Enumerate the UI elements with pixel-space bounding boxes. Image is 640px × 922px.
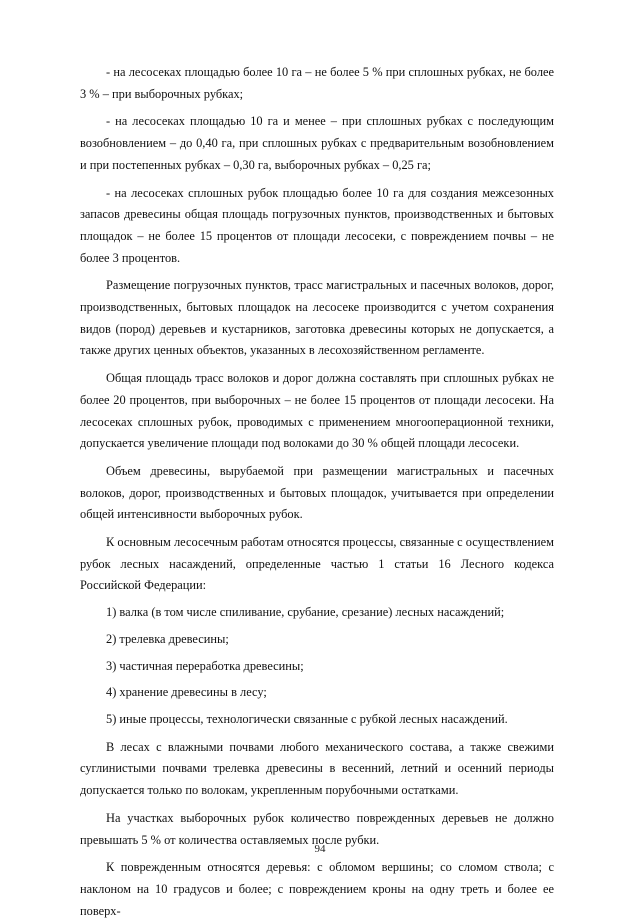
paragraph-logging-10ha-or-less: - на лесосеках площадью 10 га и менее – при сплошных рубках с последующим возобновлением – до 0,40 га, при сплошных рубках с предварительным возобновлением и при постепенных рубках – 0,30 га, выборочных рубках – 0,25 га;: [80, 114, 554, 172]
list-item-felling: 1) валка (в том числе спиливание, срубание, срезание) лесных насаждений;: [106, 605, 505, 620]
list-item-storage: 4) хранение древесины в лесу;: [106, 685, 267, 700]
list-item-skidding: 2) трелевка древесины;: [106, 631, 229, 646]
paragraph-wet-soils-skidding: В лесах с влажными почвами любого механического состава, а также свежими суглинистыми почвами трелевка древесины в весенний, летний и осенний периоды допускается только по волокам, укрепленным порубочными остатками.: [80, 739, 554, 798]
list-item-partial-processing: 3) частичная переработка древесины;: [106, 658, 304, 673]
paragraph-placement-of-loading-points: Размещение погрузочных пунктов, трасс магистральных и пасечных волоков, дорог, производственных, бытовых площадок на лесосеке производится с учетом сохранения видов (пород) деревьев и кустарников, заготовка древесины которых не допускается, а также других ценных объектов, указанных в лесохозяйственном регламенте.: [80, 278, 554, 358]
paragraph-seasonal-stock-areas: - на лесосеках сплошных рубок площадью более 10 га для создания межсезонных запасов древесины общая площадь погрузочных пунктов, производственных и бытовых площадок – не более 15 процентов от площади лесосеки, с повреждением почвы – не более 3 процентов.: [80, 185, 554, 265]
paragraph-total-area-of-skid-trails: Общая площадь трасс волоков и дорог должна составлять при сплошных рубках не более 20 процентов, при выборочных – не более 15 процентов от площади лесосеки. На лесосеках сплошных рубок, проводимых с применением многооперационной техники, допускается увеличение площади под волоками до 30 % общей площади лесосеки.: [80, 371, 554, 451]
paragraph-volume-of-timber: Объем древесины, вырубаемой при размещении магистральных и пасечных волоков, дорог, производственных и бытовых площадок, учитывается при определении общей интенсивности выборочных рубок.: [80, 463, 554, 522]
page-number: 94: [314, 843, 326, 855]
paragraph-damaged-trees-limit: На участках выборочных рубок количество поврежденных деревьев не должно превышать 5 % от количества оставляемых после рубки.: [80, 810, 554, 847]
paragraph-damaged-trees-definition: К поврежденным относятся деревья: с обломом вершины; со сломом ствола; с наклоном на 10 градусов и более; с повреждением кроны на одну треть и более ее поверх-: [80, 860, 554, 918]
paragraph-logging-over-10ha: - на лесосеках площадью более 10 га – не более 5 % при сплошных рубках, не более 3 % – при выборочных рубках;: [80, 65, 554, 101]
paragraph-main-logging-operations: К основным лесосечным работам относятся процессы, связанные с осуществлением рубок лесных насаждений, определенные частью 1 статьи 16 Лесного кодекса Российской Федерации:: [80, 535, 554, 593]
list-item-other-processes: 5) иные процессы, технологически связанные с рубкой лесных насаждений.: [106, 711, 508, 726]
document-body: [80, 62, 554, 922]
